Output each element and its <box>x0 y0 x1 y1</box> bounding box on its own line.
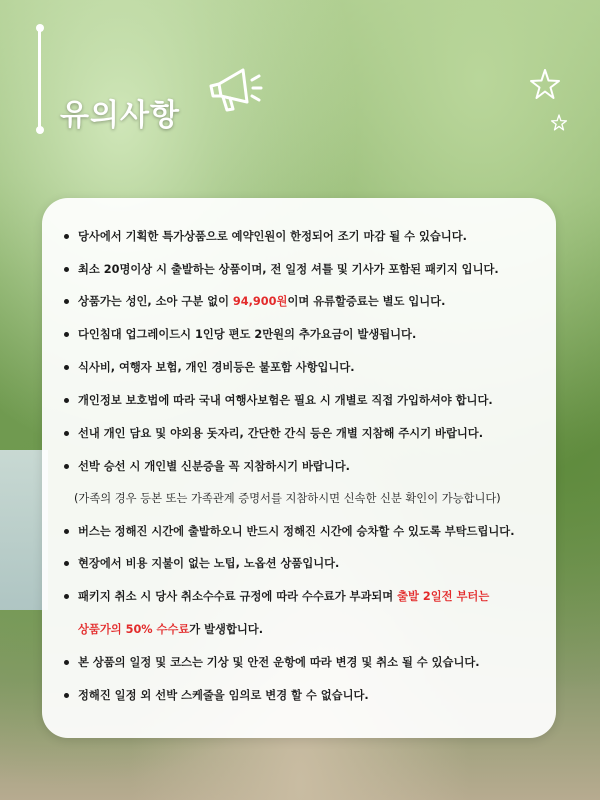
list-item: 식사비, 여행자 보험, 개인 경비등은 불포함 사항입니다. <box>64 360 544 376</box>
list-item: 정해진 일정 외 선박 스케줄을 임의로 변경 할 수 없습니다. <box>64 688 544 704</box>
bullet <box>64 234 69 239</box>
price-highlight: 94,900원 <box>232 295 288 308</box>
bullet <box>64 693 69 698</box>
list-item: 선내 개인 담요 및 야외용 돗자리, 간단한 간식 등은 개별 지참해 주시기 바랍니다. <box>64 426 544 442</box>
header-dot-top <box>36 24 44 32</box>
list-item-continuation: 상품가의 50% 수수료가 발생합니다. <box>78 623 263 636</box>
bullet <box>64 398 69 403</box>
list-item: 본 상품의 일정 및 코스는 기상 및 안전 운항에 따라 변경 및 취소 될 수 있습니다. <box>64 655 544 671</box>
bullet <box>64 267 69 272</box>
list-item: 개인정보 보호법에 따라 국내 여행사보험은 필요 시 개별로 직접 가입하셔야 합니다. <box>64 393 544 409</box>
fee-highlight: 출발 2일전 부터는 <box>397 590 490 603</box>
bullet <box>64 529 69 534</box>
list-item: 상품가는 성인, 소아 구분 없이 94,900원이며 유류할증료는 별도 입니다. <box>64 294 544 310</box>
header-divider <box>38 30 41 130</box>
list-item: 최소 20명이상 시 출발하는 상품이며, 전 일정 셔틀 및 기사가 포함된 패키지 입니다. <box>64 262 544 278</box>
bullet <box>64 365 69 370</box>
page-title: 유의사항 <box>60 98 180 133</box>
notice-card <box>42 198 556 738</box>
bullet <box>64 561 69 566</box>
star-icon <box>550 114 568 132</box>
bullet <box>64 431 69 436</box>
bullet <box>64 332 69 337</box>
list-item: 버스는 정해진 시간에 출발하오니 반드시 정해진 시간에 승차할 수 있도록 부탁드립니다. <box>64 524 544 540</box>
background-water <box>0 450 48 610</box>
list-item: 당사에서 기획한 특가상품으로 예약인원이 한정되어 조기 마감 될 수 있습니다. <box>64 229 544 245</box>
bullet <box>64 464 69 469</box>
bullet <box>64 594 69 599</box>
star-icon <box>528 68 562 102</box>
megaphone-icon <box>205 60 265 120</box>
bullet <box>64 660 69 665</box>
list-item-note: (가족의 경우 등본 또는 가족관계 증명서를 지참하시면 신속한 신분 확인이 가능합니다) <box>74 492 501 505</box>
list-item: 선박 승선 시 개인별 신분증을 꼭 지참하시기 바랍니다. <box>64 459 544 475</box>
fee-highlight: 상품가의 50% 수수료 <box>78 623 190 636</box>
bullet <box>64 299 69 304</box>
list-item: 패키지 취소 시 당사 취소수수료 규정에 따라 수수료가 부과되며 출발 2일전 부터는 <box>64 589 544 605</box>
list-item: 다인침대 업그레이드시 1인당 편도 2만원의 추가요금이 발생됩니다. <box>64 327 544 343</box>
list-item: 현장에서 비용 지불이 없는 노팁, 노옵션 상품입니다. <box>64 556 544 572</box>
header-dot-bottom <box>36 126 44 134</box>
